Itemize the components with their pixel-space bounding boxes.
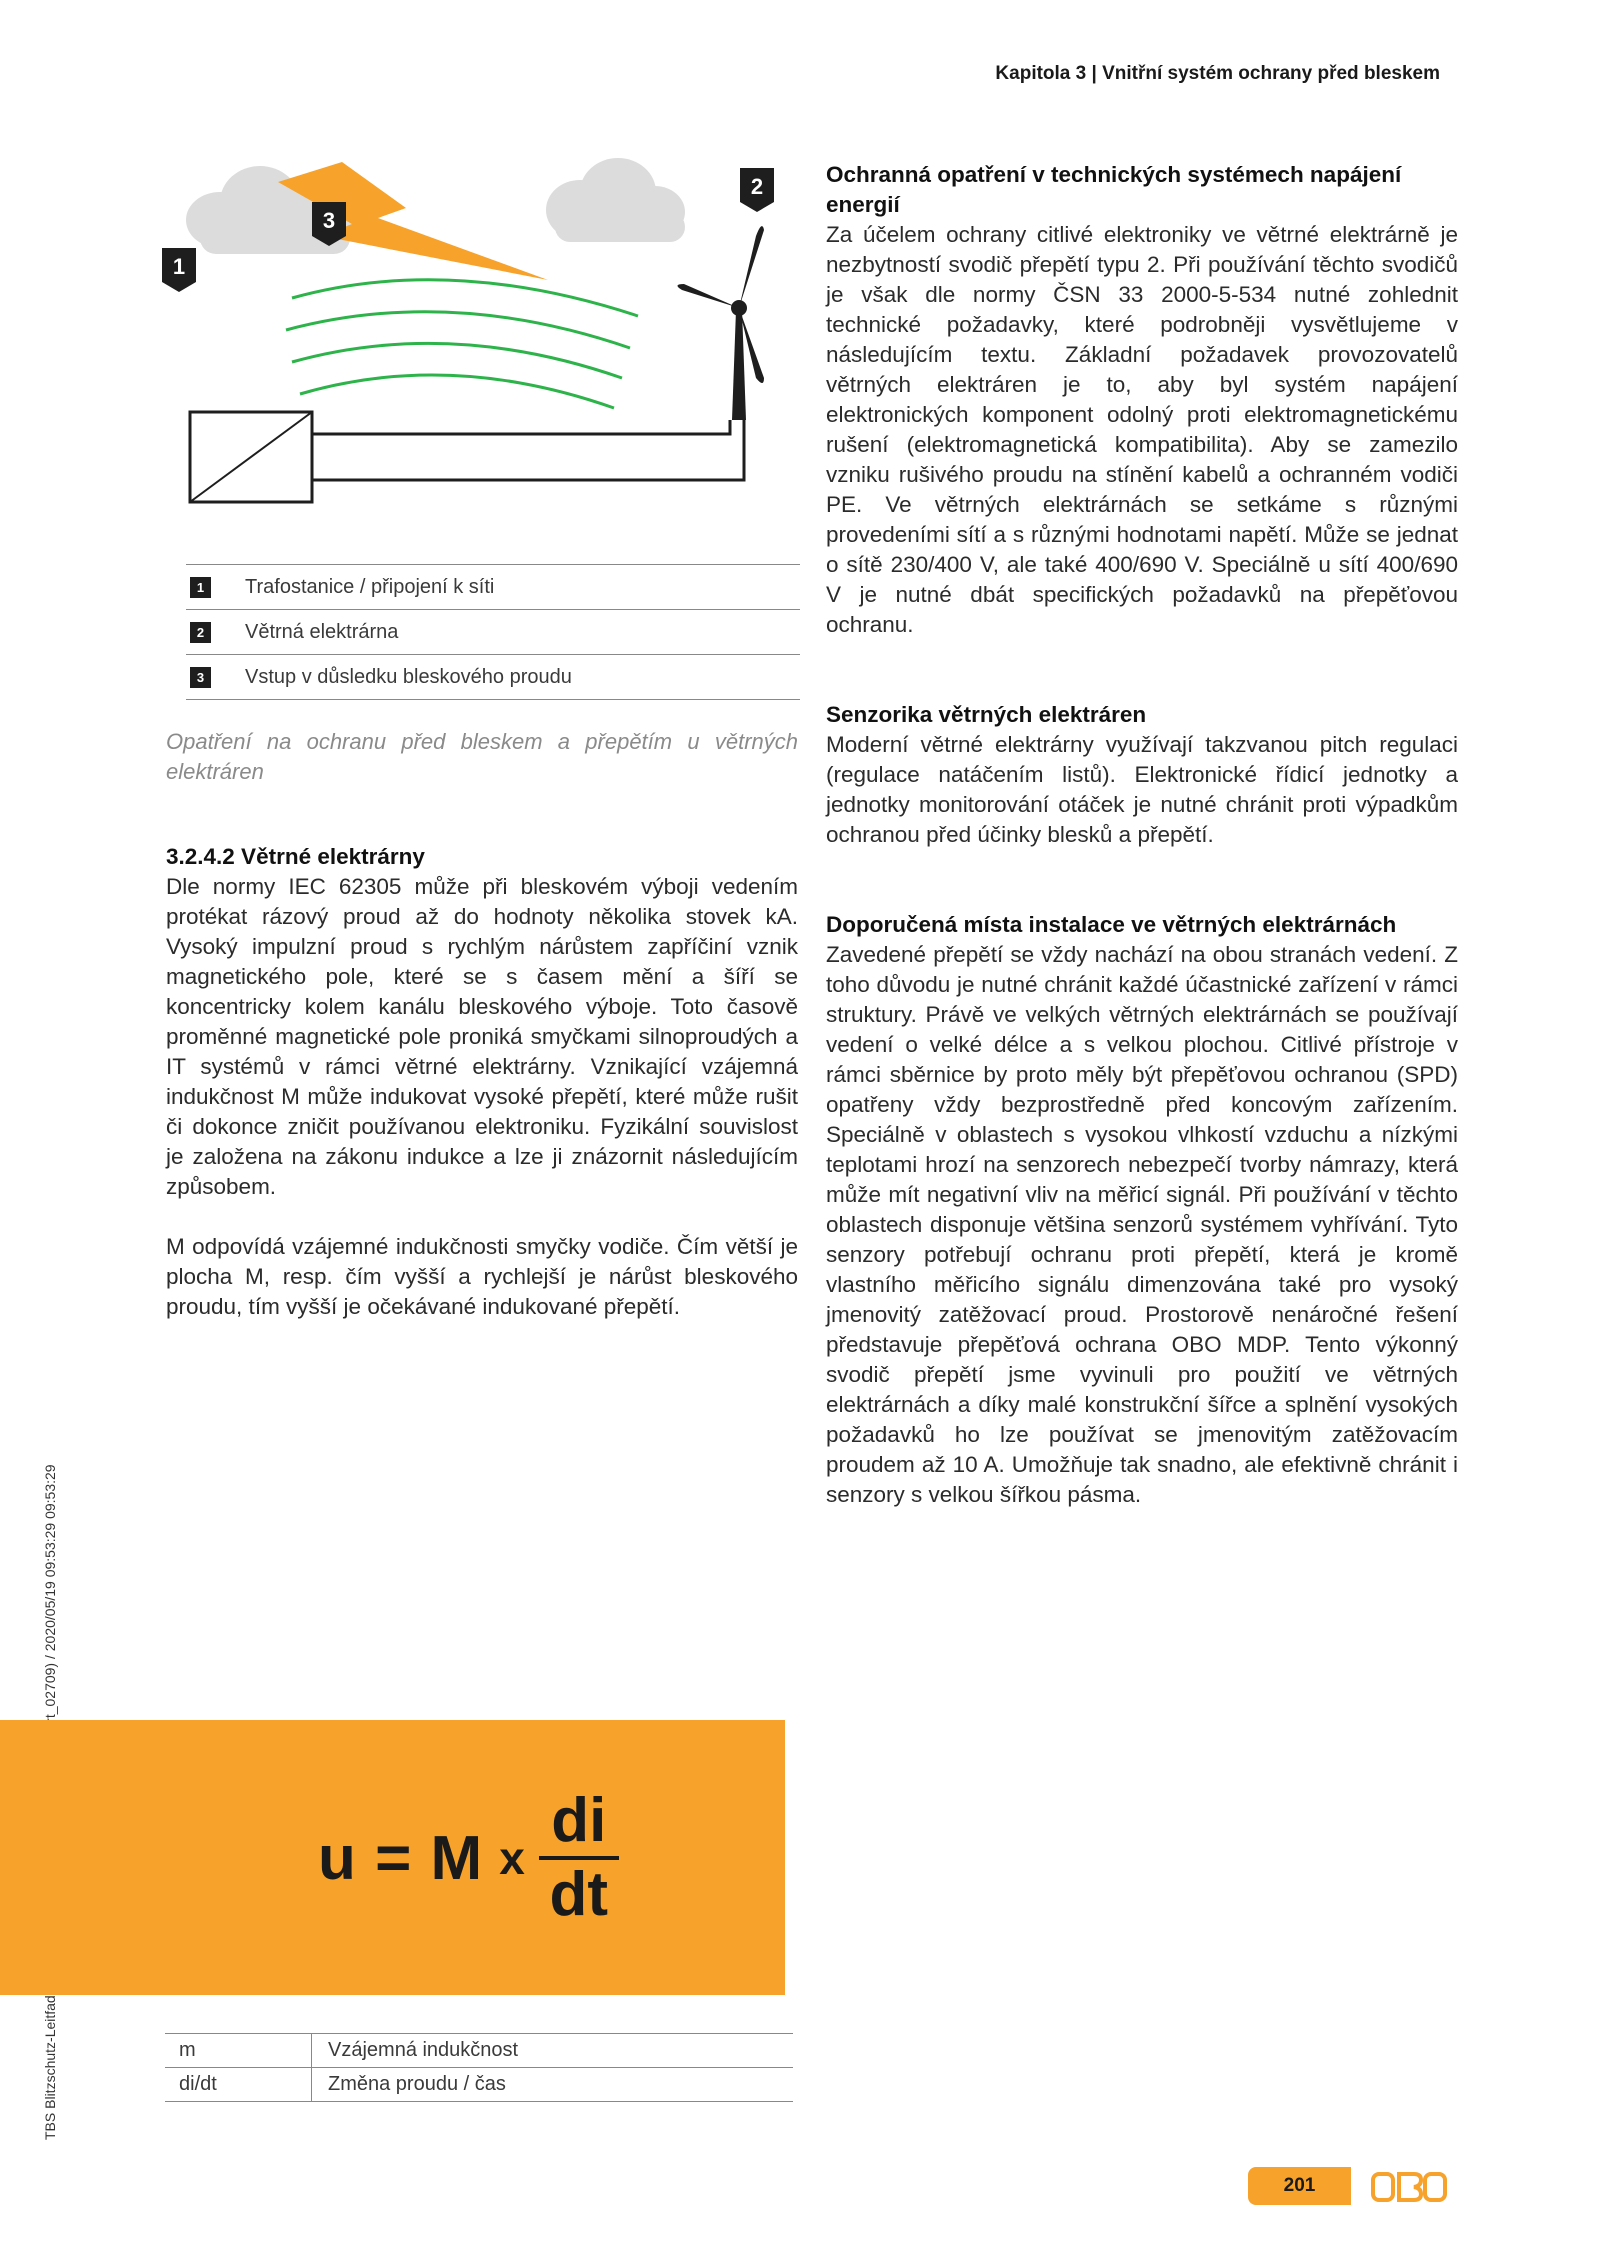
magnetic-field-waves	[286, 280, 638, 408]
legend-label: Trafostanice / připojení k síti	[245, 575, 495, 598]
section-heading: Ochranná opatření v technických systémech napájení energií	[826, 162, 1402, 217]
svg-text:2: 2	[750, 174, 764, 199]
legend-label: Vstup v důsledku bleskového proudu	[245, 665, 572, 688]
right-section-installation	[826, 910, 1458, 1510]
formula-operator: x	[499, 1832, 525, 1884]
formula-fraction	[539, 1788, 619, 1928]
legend-number: 3	[190, 667, 211, 688]
legend-row	[186, 655, 800, 700]
body-paragraph: Zavedené přepětí se vždy nachází na obou stranách vedení. Z toho důvodu je nutné chránit každé účastnické zařízení v rámci struktury. Právě ve velkých větrných elektrárnách se používají vedení o velké délce a s velkou plochou. Citlivé přístroje v rámci sběrnice by proto měly být přepěťovou ochranou (SPD) opatřeny vždy bezprostředně před koncovým zařízením. Speciálně v oblastech s vysokou vlhkostí vzduchu a nízkými teplotami hrozí na senzorech nebezpečí tvorby námrazy, která může mít negativní vliv na měřicí signál. Při používání v těchto oblastech disponuje většina senzorů systémem vyhřívání. Tyto senzory potřebují ochranu proti přepětí, která je kromě vlastního měřicího signálu dimenzována také pro vysoký jmenovitý zatěžovací proud. Prostorově nenáročné řešení představuje přepěťová ochrana OBO MDP. Tento výkonný svodič přepětí jsme vyvinuli pro použití ve větrných elektrárnách a díky malé konstrukční šířce a splnění vysokých požadavků ho lze používat se jmenovitým zatěžovacím proudem až 10 A. Umožňuje tak snadno, ale efektivně chránit i senzory s velkou šířkou pásma.	[826, 942, 1458, 1507]
induction-formula	[318, 1783, 619, 1933]
section-heading: 3.2.4.2 Větrné elektrárny	[166, 844, 425, 869]
table-row	[165, 2068, 793, 2102]
table-row	[165, 2033, 793, 2068]
figure-legend	[186, 564, 800, 700]
symbol-cell: m	[165, 2034, 312, 2067]
svg-text:1: 1	[172, 254, 186, 279]
right-section-sensors	[826, 700, 1458, 850]
power-lines	[312, 420, 744, 480]
legend-number: 1	[190, 577, 211, 598]
formula-numerator: di	[551, 1786, 607, 1855]
section-heading: Senzorika větrných elektráren	[826, 702, 1147, 727]
legend-number: 2	[190, 622, 211, 643]
left-section	[166, 842, 798, 1322]
marker-2	[740, 168, 774, 212]
obo-logo	[1370, 2170, 1447, 2204]
formula-lhs: u = M	[318, 1823, 484, 1893]
section-heading: Doporučená místa instalace ve větrných elektrárnách	[826, 912, 1397, 937]
body-paragraph: Za účelem ochrany citlivé elektroniky ve větrné elektrárně je nezbytností svodič přepětí typu 2. Při používání těchto svodičů je však dle normy ČSN 33 2000-5-534 nutné zohlednit technické požadavky, které podrobněji vysvětlujeme v následujícím textu. Základní požadavek provozovatelů větrných elektráren je to, aby byl systém napájení elektronických komponent odolný proti elektromagnetickému rušení (elektromagnetická kompatibilita). Aby se zamezilo vzniku rušivého proudu na stínění kabelů a ochranném vodiči PE. Ve větrných elektrárnách se setkáme s různými provedeními sítí a s různými hodnotami napětí. Může se jednat o sítě 230/400 V, ale také 400/690 V. Speciálně u sítí 400/690 V je nutné dbát specifických požadavků na přepěťovou ochranu.	[826, 222, 1458, 637]
formula-definitions-table	[165, 2033, 793, 2102]
right-section-protection	[826, 160, 1458, 640]
print-metadata-sidebar	[42, 1240, 58, 2140]
figure-caption: Opatření na ochranu před bleskem a přepětím u větrných elektráren	[166, 729, 798, 784]
svg-text:3: 3	[322, 208, 336, 233]
cloud-right	[546, 158, 685, 242]
running-header: Kapitola 3 | Vnitřní systém ochrany před bleskem	[995, 63, 1440, 84]
formula-denominator: dt	[549, 1860, 609, 1929]
wind-turbine-lightning-illustration	[160, 150, 800, 520]
legend-label: Větrná elektrárna	[245, 620, 399, 643]
body-paragraph: Moderní větrné elektrárny využívají takzvanou pitch regulaci (regulace natáčením listů). Elektronické řídicí jednotky a jednotky monitorování otáček je nutné chránit proti výpadkům ochranou před účinky blesků a přepětí.	[826, 732, 1458, 847]
legend-row	[186, 564, 800, 610]
symbol-cell: di/dt	[165, 2068, 312, 2101]
legend-row	[186, 610, 800, 655]
meaning-cell: Vzájemná indukčnost	[328, 2039, 519, 2061]
meaning-cell: Změna proudu / čas	[328, 2073, 506, 2095]
page-number: 201	[1248, 2167, 1351, 2205]
body-paragraph: Dle normy IEC 62305 může při bleskovém výboji vedením protékat rázový proud až do hodnoty několika stovek kA. Vysoký impulzní proud s rychlým nárůstem zapříčiní vznik magnetického pole, které se s časem mění a šíří se koncentricky kolem kanálu bleskového výboje. Toto časově proměnné magnetické pole proniká smyčkami silnoproudých a IT systémů v rámci větrné elektrárny. Vznikající vzájemná indukčnost M může indukovat vysoké přepětí, které může rušit či dokonce zničit používanou elektroniku. Fyzikální souvislost je založena na zákonu indukce a lze ji znázornit následujícím způsobem.	[166, 874, 798, 1199]
body-paragraph: M odpovídá vzájemné indukčnosti smyčky vodiče. Čím větší je plocha M, resp. čím vyšší a rychlejší je nárůst bleskového proudu, tím vyšší je očekávané indukované přepětí.	[166, 1234, 798, 1319]
wind-turbine-icon	[677, 226, 764, 420]
marker-1	[162, 248, 196, 292]
